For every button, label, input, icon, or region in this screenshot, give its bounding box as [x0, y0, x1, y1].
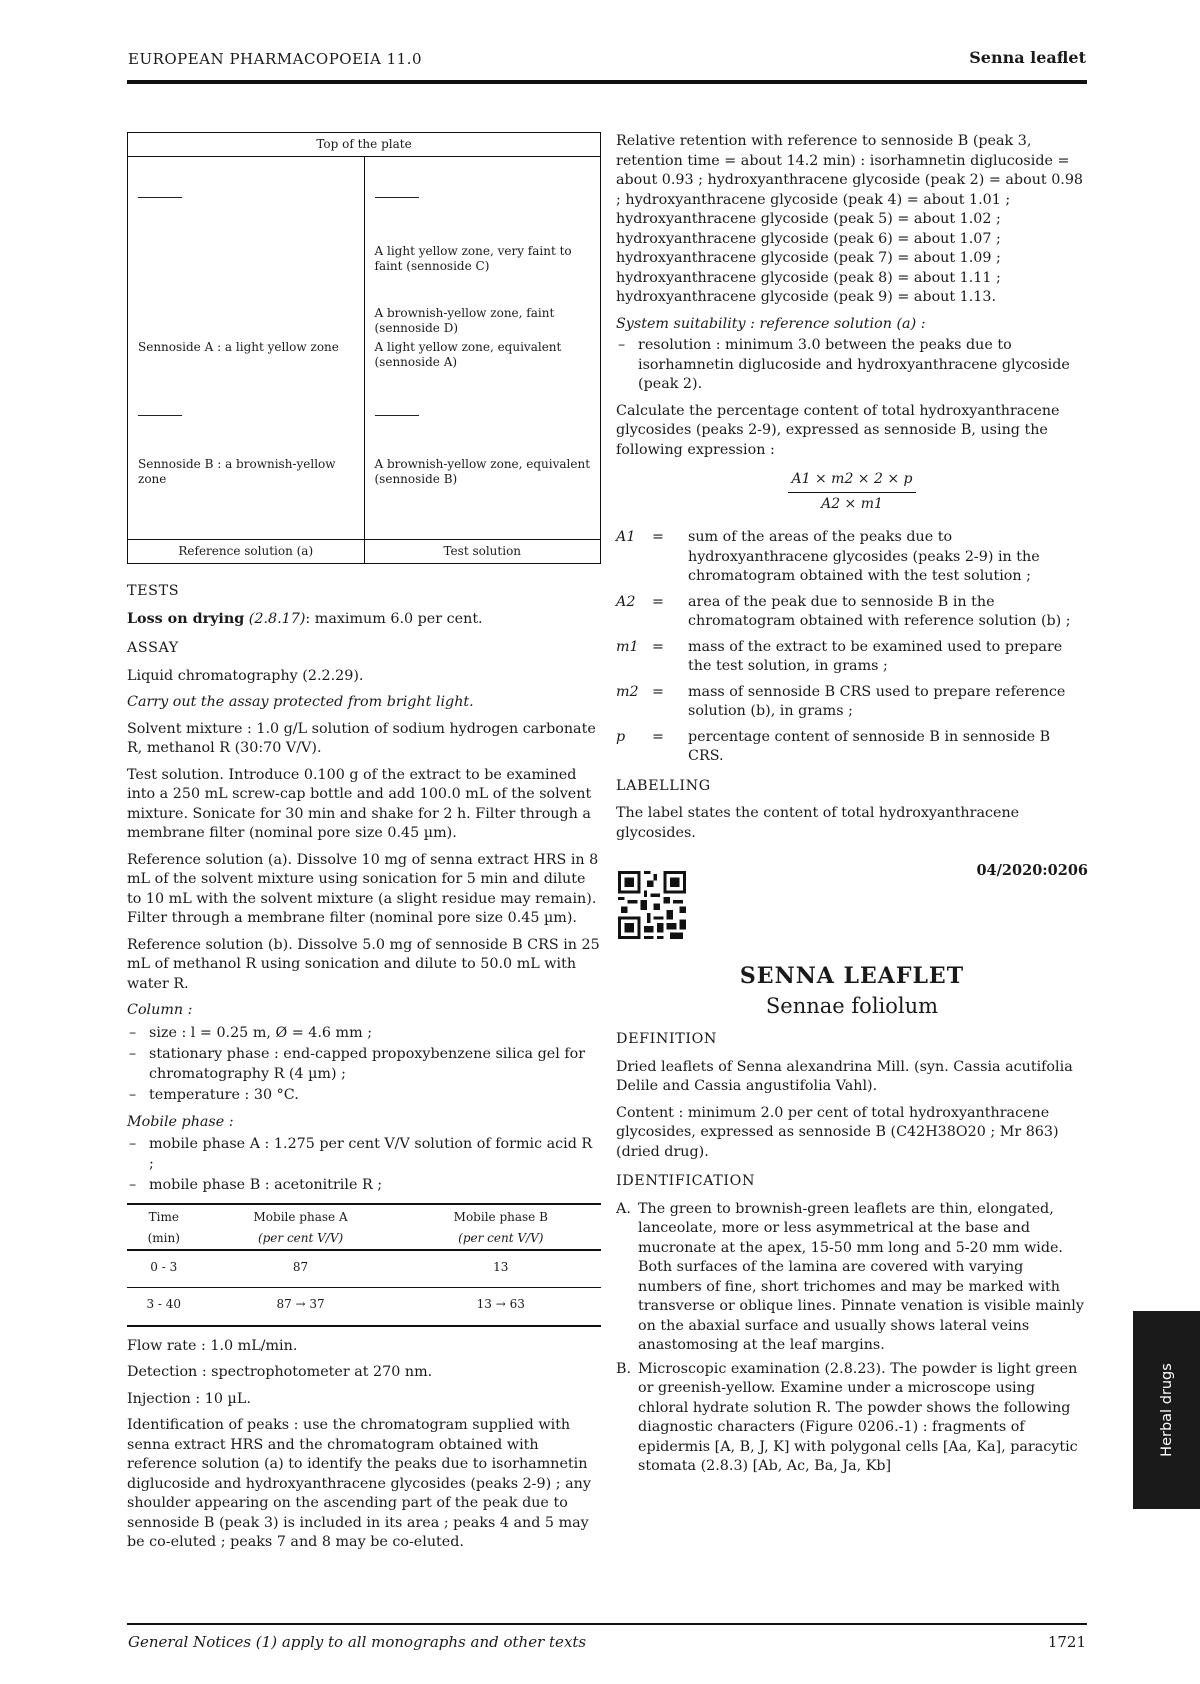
formula-definitions — [616, 528, 1088, 767]
definition-text: Dried leaflets of Senna alexandrina Mill. (syn. Cassia acutifolia Delile and Cassia angustifolia Vahl). — [616, 1058, 1073, 1094]
test-sennoside-a: A light yellow zone, equivalent (sennoside A) — [374, 340, 562, 369]
page-number: 1721 — [1047, 1633, 1086, 1651]
content-text: Content : minimum 2.0 per cent of total hydroxyanthracene glycosides, expressed as sennoside B (C42H38O20 ; Mr 863) (dried drug). — [616, 1104, 1059, 1160]
zone-marker — [375, 197, 419, 198]
def-equals: = — [652, 593, 664, 610]
left-column — [127, 132, 601, 1560]
resolution-requirement: – resolution : minimum 3.0 between the peaks due to isorhamnetin diglucoside and hydroxyanthracene glycoside (peak 2). — [616, 336, 1088, 395]
def-variable: m2 — [616, 683, 639, 700]
zone-marker — [138, 197, 182, 198]
def-variable: p — [616, 728, 626, 745]
loss-on-drying: Loss on drying (2.8.17): maximum 6.0 per cent. — [127, 610, 483, 627]
assay-protect-note: Carry out the assay protected from bright light. — [127, 694, 474, 710]
plate-foot-test: Test solution — [443, 544, 522, 558]
running-header-left: EUROPEAN PHARMACOPOEIA 11.0 — [128, 50, 422, 68]
tests-heading: TESTS — [127, 583, 180, 599]
flow-rate: Flow rate : 1.0 mL/min. — [127, 1337, 298, 1354]
test-solution: Test solution. Introduce 0.100 g of the extract to be examined into a 250 mL screw-cap bottle and add 100.0 mL of the solvent mixture. Sonicate for 30 min and shake for 2 h. Filter through a membrane filter (nominal pore size 0.45 µm). — [127, 766, 592, 841]
def-variable: A2 — [616, 593, 636, 610]
footer-rule — [127, 1623, 1087, 1625]
def-equals: = — [652, 683, 664, 700]
labelling-text: The label states the content of total hydroxyanthracene glycosides. — [616, 805, 1020, 841]
def-variable: m1 — [616, 638, 639, 655]
table-row — [127, 1288, 601, 1326]
section-tab — [1133, 1311, 1200, 1509]
monograph-title: SENNA LEAFLET — [739, 963, 965, 989]
monograph-latin-title: Sennae foliolum — [765, 993, 939, 1018]
grad-cell: 87 → 37 — [201, 1288, 401, 1326]
grad-cell: 0 - 3 — [127, 1250, 201, 1288]
grad-header-unit: (per cent V/V) — [201, 1228, 401, 1250]
plate-foot-reference: Reference solution (a) — [128, 540, 365, 563]
plate-top-label: Top of the plate — [128, 133, 600, 157]
formula-denominator: A2 × m1 — [821, 495, 883, 512]
column-temperature: – temperature : 30 °C. — [127, 1086, 601, 1106]
tlc-plate-table — [127, 132, 601, 564]
column-label: Column : — [127, 1002, 193, 1018]
def-text: mass of the extract to be examined used to prepare the test solution, in grams ; — [688, 638, 1063, 674]
identification-list — [616, 1200, 1088, 1477]
calculation-text: Calculate the percentage content of total hydroxyanthracene glycosides (peaks 2-9), expressed as sennoside B, using the following expression : — [616, 402, 1060, 458]
grad-header: Mobile phase B — [401, 1204, 601, 1228]
content-formula — [616, 470, 1088, 514]
labelling-heading: LABELLING — [616, 777, 711, 794]
def-variable: A1 — [616, 529, 636, 545]
solvent-mixture: Solvent mixture : 1.0 g/L solution of sodium hydrogen carbonate R, methanol R (30:70 V/V). — [127, 720, 596, 756]
mobile-phase-list — [127, 1135, 601, 1196]
footer-note: General Notices (1) apply to all monographs and other texts — [128, 1633, 587, 1651]
column-stationary-phase: – stationary phase : end-capped propoxybenzene silica gel for chromatography R (4 µm) ; — [127, 1045, 601, 1084]
right-column — [616, 132, 1088, 1481]
running-header-right: Senna leaflet — [969, 48, 1086, 67]
suitability-list — [616, 336, 1088, 395]
qr-code-icon — [618, 871, 686, 939]
test-lane — [365, 157, 601, 539]
detection: Detection : spectrophotometer at 270 nm. — [127, 1364, 433, 1380]
test-sennoside-c: A light yellow zone, very faint to faint (sennoside C) — [374, 244, 572, 273]
definition-heading: DEFINITION — [616, 1031, 718, 1047]
mobile-phase-label: Mobile phase : — [127, 1113, 234, 1130]
assay-heading: ASSAY — [127, 640, 179, 656]
identification-b: B. Microscopic examination (2.8.23). The powder is light green or greenish-yellow. Examine under a microscope using chloral hydrate solution R. The powder shows the following diagnostic characters (Figure 0206.-1) : fragments of epidermis [A, B, J, K] with polygonal cells [Aa, Ka], paracytic stomata (2.8.3) [Ab, Ac, Ba, Ja, Kb] — [616, 1360, 1078, 1474]
grad-cell: 87 — [201, 1250, 401, 1288]
reference-solution-b: Reference solution (b). Dissolve 5.0 mg of sennoside B CRS in 25 mL of methanol R using sonication and dilute to 50.0 mL with water R. — [127, 936, 600, 992]
grad-header: Time — [127, 1204, 201, 1228]
system-suitability: System suitability : reference solution (a) : — [616, 315, 926, 332]
ref-sennoside-a: Sennoside A : a light yellow zone — [138, 340, 339, 354]
column-size: – size : l = 0.25 m, Ø = 4.6 mm ; — [127, 1024, 601, 1044]
mobile-phase-b: – mobile phase B : acetonitrile R ; — [127, 1176, 601, 1196]
header-rule — [127, 80, 1087, 84]
identification-a: A. The green to brownish-green leaflets are thin, elongated, lanceolate, more or less asymmetrical at the base and mucronate at the apex, 15-50 mm long and 5-20 mm wide. Both surfaces of the lamina are covered with varying numbers of fine, short trichomes and may be marked with transverse or oblique lines. Pinnate venation is visible mainly on the abaxial surface and usually shows lateral veins anastomosing at the leaf margins. — [616, 1200, 1084, 1353]
def-text: sum of the areas of the peaks due to hydroxyanthracene glycosides (peaks 2-9) in the chromatogram obtained with the test solution ; — [688, 529, 1040, 584]
identification-heading: IDENTIFICATION — [616, 1173, 756, 1189]
relative-retention: Relative retention with reference to sennoside B (peak 3, retention time = about 14.2 min) : isorhamnetin diglucoside = about 0.93 ; hydroxyanthracene glycoside (peak 2) = about 0.98 ; hydroxyanthracene glycoside (peak 4) = about 1.01 ; hydroxyanthracene glycoside (peak 5) = about 1.02 ; hydroxyanthracene glycoside (peak 6) = about 1.07 ; hydroxyanthracene glycoside (peak 7) = about 1.09 ; hydroxyanthracene glycoside (peak 8) = about 1.11 ; hydroxyanthracene glycoside (peak 9) = about 1.13. — [616, 133, 1084, 305]
test-sennoside-b: A brownish-yellow zone, equivalent (sennoside B) — [374, 457, 591, 486]
table-row — [127, 1250, 601, 1288]
section-tab-label: Herbal drugs — [1158, 1363, 1175, 1457]
injection: Injection : 10 µL. — [127, 1390, 251, 1407]
grad-cell: 13 → 63 — [401, 1288, 601, 1326]
def-text: area of the peak due to sennoside B in the chromatogram obtained with reference solution (b) ; — [688, 593, 1071, 629]
mobile-phase-a: – mobile phase A : 1.275 per cent V/V solution of formic acid R ; — [127, 1135, 601, 1174]
def-equals: = — [652, 638, 664, 655]
def-text: mass of sennoside B CRS used to prepare reference solution (b), in grams ; — [688, 683, 1066, 719]
grad-header: Mobile phase A — [201, 1204, 401, 1228]
def-equals: = — [652, 529, 664, 545]
grad-cell: 3 - 40 — [127, 1288, 201, 1326]
test-sennoside-d: A brownish-yellow zone, faint (sennoside D) — [374, 306, 555, 335]
reference-solution-a: Reference solution (a). Dissolve 10 mg of senna extract HRS in 8 mL of the solvent mixture using sonication for 5 min and dilute to 10 mL with the solvent mixture (a slight residue may remain). Filter through a membrane filter (nominal pore size 0.45 µm). — [127, 851, 599, 926]
formula-numerator: A1 × m2 × 2 × p — [788, 470, 917, 493]
grad-header-unit: (per cent V/V) — [401, 1228, 601, 1250]
grad-cell: 13 — [401, 1250, 601, 1288]
zone-marker — [138, 415, 182, 416]
def-text: percentage content of sennoside B in sennoside B CRS. — [688, 728, 1051, 764]
identification-of-peaks: Identification of peaks : use the chromatogram supplied with senna extract HRS and the chromatogram obtained with reference solution (a) to identify the peaks due to isorhamnetin diglucoside and hydroxyanthracene glycosides (peaks 2-9) ; any shoulder appearing on the ascending part of the peak due to sennoside B (peak 3) is included in its area ; peaks 4 and 5 may be co-eluted ; peaks 7 and 8 may be co-eluted. — [127, 1417, 591, 1550]
grad-header-unit: (min) — [127, 1228, 201, 1250]
ref-sennoside-b: Sennoside B : a brownish-yellow zone — [138, 457, 336, 486]
def-equals: = — [652, 728, 664, 745]
reference-lane — [128, 157, 365, 539]
monograph-number: 04/2020:0206 — [976, 862, 1088, 879]
assay-method: Liquid chromatography (2.2.29). — [127, 667, 364, 684]
gradient-table — [127, 1203, 601, 1327]
column-list — [127, 1024, 601, 1106]
zone-marker — [375, 415, 419, 416]
